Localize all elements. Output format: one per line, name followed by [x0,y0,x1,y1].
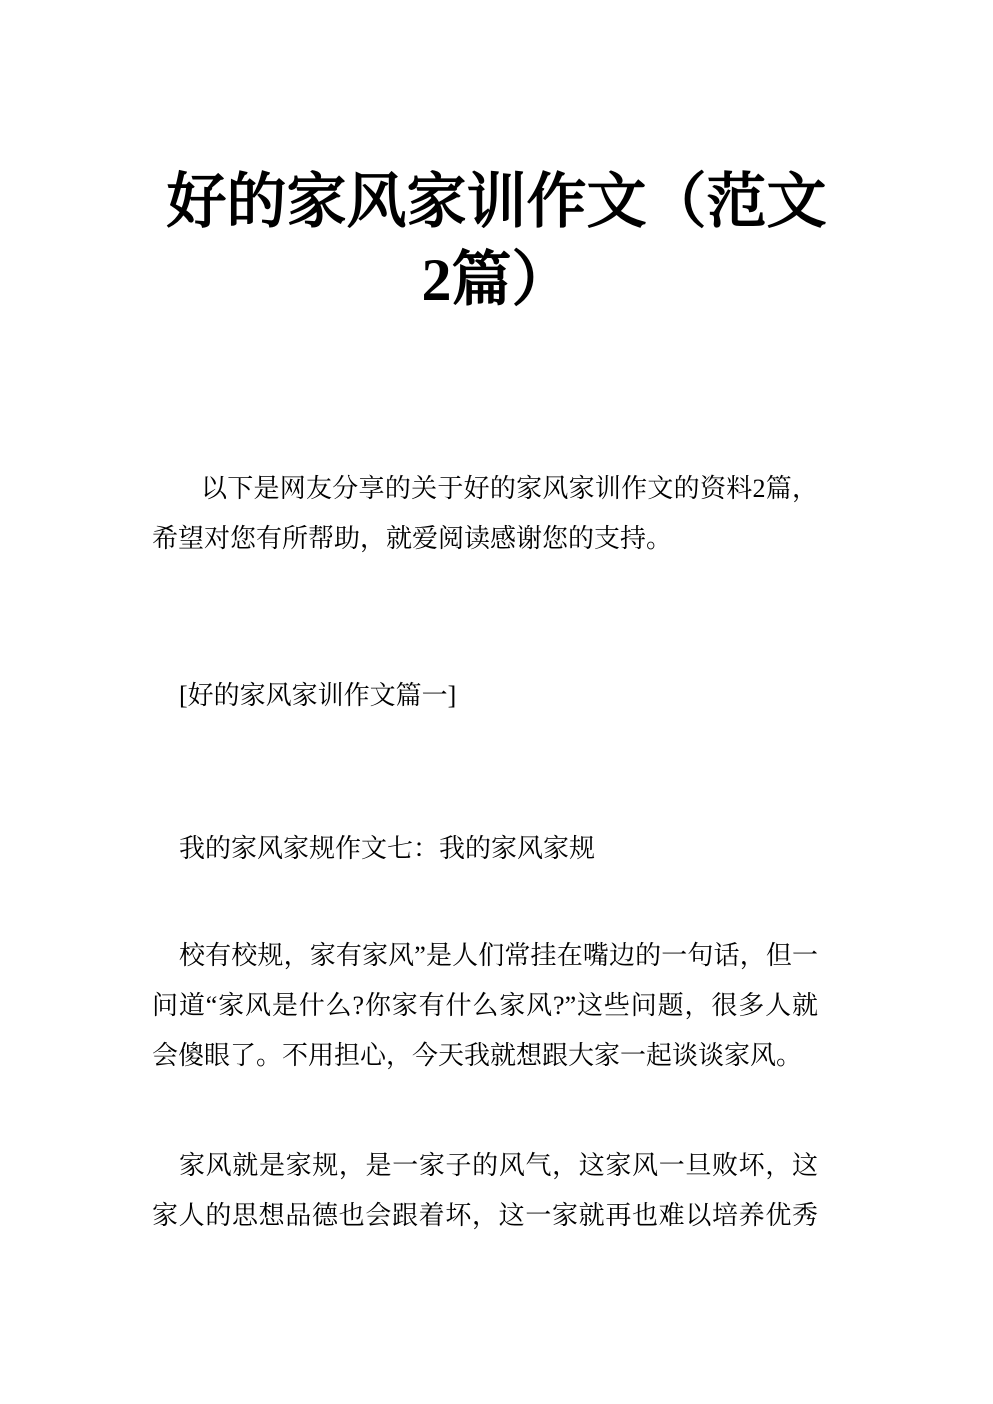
text-line: 家风就是家规，是一家子的风气，这家风一旦败坏，这 [179,1151,818,1180]
title-line-2: 2篇） [421,247,572,313]
text-line: 希望对您有所帮助，就爱阅读感谢您的支持。 [152,524,673,553]
document-title [0,163,993,319]
paragraph-body-2 [152,1141,818,1241]
section-heading [152,824,818,874]
section-marker [152,671,818,721]
text-line: 家人的思想品德也会跟着坏，这一家就再也难以培养优秀 [152,1201,818,1230]
text-line: [好的家风家训作文篇一] [179,681,457,710]
text-line: 会傻眼了。不用担心，今天我就想跟大家一起谈谈家风。 [152,1041,803,1070]
title-line-1: 好的家风家训作文（范文 [166,169,827,235]
text-line: 以下是网友分享的关于好的家风家训作文的资料2篇， [201,474,818,503]
paragraph-body-1 [152,931,818,1081]
paragraph-intro [152,464,818,564]
text-line: 问道“家风是什么?你家有什么家风?”这些问题，很多人就 [152,991,818,1020]
text-line: 校有校规，家有家风”是人们常挂在嘴边的一句话，但一 [179,941,818,970]
text-line: 我的家风家规作文七：我的家风家规 [179,834,596,863]
